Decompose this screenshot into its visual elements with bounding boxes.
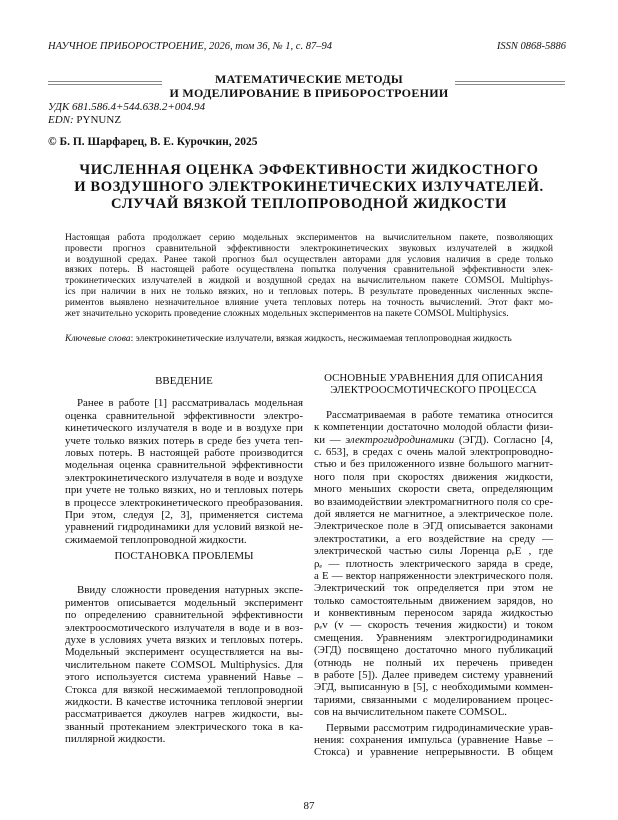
text-line [314,434,553,446]
text-line: модельная оценка сравнительной эффективности [65,459,303,472]
text-line: электроосмотического излучателя в воде и в воз- [65,621,303,634]
edn [48,114,205,127]
text-line: провести прогноз сравнительной эффективности электрокинетических звуковых излучателей в жидкой [65,242,553,254]
text-line: сов на вычислительном пакете COMSOL. [314,706,508,719]
running-header-journal: НАУЧНОЕ ПРИБОРОСТРОЕНИЕ, 2026, том 36, № 1, с. 87–94 [48,41,332,52]
keywords-text: : электрокинетические излучатели, вязкая жидкость, несжимаемая теплопроводная жидкость [130,333,512,344]
text-line: уравнений гидродинамики для условий вязкой не- [65,521,303,534]
text-line: пиллярной жидкости. [65,733,166,746]
text-line: трокинетических излучателей в жидкой и воздушной средах на вычислительном пакете COMSOL Multiphys- [65,275,553,287]
text-line: оценка сравнительной эффективности электро- [65,409,303,422]
text-line: сжимаемой теплопроводной жидкости. [65,533,247,546]
section-introduction [65,375,303,546]
term-emphasis: электрогидродинамики [345,433,455,446]
text-line: Модельный эксперимент осуществляется на вы- [65,646,303,659]
section-heading [0,72,618,100]
text-line: жет значительно ускорить проведение сложных модельных экспериментов на пакете COMSOL Multiphysics. [65,307,509,319]
text-line: электрокинетического излучателя в воде и воздухе [65,471,303,484]
equations-paragraph [314,446,553,719]
title-line: И ВОЗДУШНОГО ЭЛЕКТРОКИНЕТИЧЕСКИХ ИЗЛУЧАТЕЛЕЙ. [74,179,544,195]
text-line: при учете не только вязких, но и тепловых потерь [65,484,303,497]
title-line: ЧИСЛЕННАЯ ОЦЕНКА ЭФФЕКТИВНОСТИ ЖИДКОСТНОГО [79,162,539,178]
text-line: тариями, связанными с моделированием процес- [314,693,553,706]
text-line: учете только вязких потерь в среде без учета теп- [65,434,303,447]
udk: УДК 681.586.4+544.638.2+004.94 [48,101,206,113]
text-line: При этом, следуя [2, 3], применяется система [65,508,303,521]
section-problem [65,550,303,745]
text-line: во взаимодействии электромагнитного поля со сре- [314,495,553,508]
article-meta [48,101,205,126]
text-line: рассматривается джоулев нагрев жидкости, вы- [65,708,303,721]
text-line: ics при наличии в них не только вязких, но и тепловых потерь. В результате проведенных численных экспе- [65,285,553,297]
text-line: Стокса) и уравнение непрерывности. В общем [314,746,553,759]
text-line: Стокса для вязкой несжимаемой теплопроводной [65,683,303,696]
text-line: с. 653], в средах с очень малой электропроводно- [314,445,553,458]
page-number: 87 [303,800,315,812]
text-line: числительном пакете COMSOL Multiphysics. Для [65,658,303,671]
text-line: ного поля при скоростях движения жидкости, [314,470,553,483]
text-line: стью и без приложенного извне большого магнит- [314,458,553,471]
text-line: Ввиду сложности проведения натурных экспе- [77,584,303,597]
text-span: (ЭГД). Согласно [4, [454,433,553,446]
text-line: электрической частью силы Лоренца ρₑE , где [314,545,553,558]
text-line: только самостоятельным движением зарядов, но [314,594,553,607]
text-line: по определению сравнительной эффективности [65,609,303,622]
text-line: этого используется система уравнений Навье – [65,671,303,684]
section-heading-line: И МОДЕЛИРОВАНИЕ В ПРИБОРОСТРОЕНИИ [169,86,449,100]
text-line: ловых потерь. В настоящей работе производится [65,446,303,459]
text-line: Электрическое поле в ЭГД описывается законами [314,520,553,533]
text-line: (ЭГД) посвящено достаточно много публикаций [314,644,553,657]
text-line: Рассматриваемая в работе тематика относится [326,408,553,421]
text-line: Электрический ток определяется при этом не [314,582,553,595]
text-line: Настоящая работа продолжает серию модельных экспериментов на вычислительном пакете, позволяющих [65,232,553,243]
text-span: ки — [314,433,346,446]
text-line: Ранее в работе [1] рассматривалась модельная [77,397,303,410]
text-line: ρₑv (v — скорость течения жидкости) и током [314,619,553,632]
text-line: а E — вектор напряженности электрического поля. [314,569,553,582]
text-line: нения: сохранения импульса (уравнение Навье – [314,733,553,746]
section-equations [314,372,553,759]
edn-value: PYNUNZ [73,113,122,126]
keywords [65,333,512,344]
text-line: электростатики, а его воздействие на среду — [314,532,553,545]
text-line: в процессе электрокинетического преобразования. [65,496,303,509]
text-line: смещения. Уравнениям электрогидродинамики [314,631,553,644]
section-heading-line: МАТЕМАТИЧЕСКИЕ МЕТОДЫ [215,72,403,86]
article-title [0,162,618,213]
text-line: духе в условиях учета вязких и тепловых потерь. [65,633,303,646]
problem-paragraph [65,584,303,745]
text-line: (отнюдь не полный их перечень приведен [314,656,553,669]
authors: © Б. П. Шарфарец, В. Е. Курочкин, 2025 [48,136,258,148]
problem-heading: ПОСТАНОВКА ПРОБЛЕМЫ [114,550,254,562]
equations-paragraph-2 [314,722,553,759]
intro-heading: ВВЕДЕНИЕ [155,375,213,387]
text-line: риментов описывается модельный эксперимент [65,596,303,609]
text-line: и конвективным переносом заряда жидкостью [314,607,553,620]
text-line: много меньших скорости света, определяющим [314,483,553,496]
text-line: жидкости. В качестве источника тепловой энергии [65,695,303,708]
text-line: риментов выявлено незначительное влияние учета тепловых потерь на точность вычислений. Этот факт мо- [65,296,553,308]
text-line: званный протеканием электрического тока в ка- [65,720,303,733]
abstract [65,233,553,319]
text-line: к компетенции достаточно молодой области физи- [314,421,553,434]
title-line: СЛУЧАЙ ВЯЗКОЙ ТЕПЛОПРОВОДНОЙ ЖИДКОСТИ [111,196,507,212]
text-line: вязких потерь. В настоящей работе осуществлена попытка получения сравнительной эффективности элек- [65,264,553,276]
running-header-issn: ISSN 0868-5886 [496,41,566,52]
equations-heading: ОСНОВНЫЕ УРАВНЕНИЯ ДЛЯ ОПИСАНИЯ [324,372,543,384]
text-line: кинетического излучателя в воде и в воздухе при [65,422,303,435]
edn-label: EDN: [48,113,74,126]
text-line: и воздушной средах. Ранее такой прогноз был осуществлен авторами для условия наличия в среде только [65,253,553,265]
text-line: дой является не магнитное, а электрическое поле. [314,507,553,520]
text-line: Первыми рассмотрим гидродинамические урав- [326,721,553,734]
text-line: ρₑ — плотность электрического заряда в среде, [314,557,553,570]
intro-paragraph [65,397,303,546]
text-line: ЭГД, выписанную в [5], с необходимыми коммен- [314,681,553,694]
equations-heading: ЭЛЕКТРООСМОТИЧЕСКОГО ПРОЦЕССА [330,384,537,397]
keywords-label: Ключевые слова [65,333,131,344]
text-line: в работе [5]). Далее приведем систему уравнений [314,669,553,682]
